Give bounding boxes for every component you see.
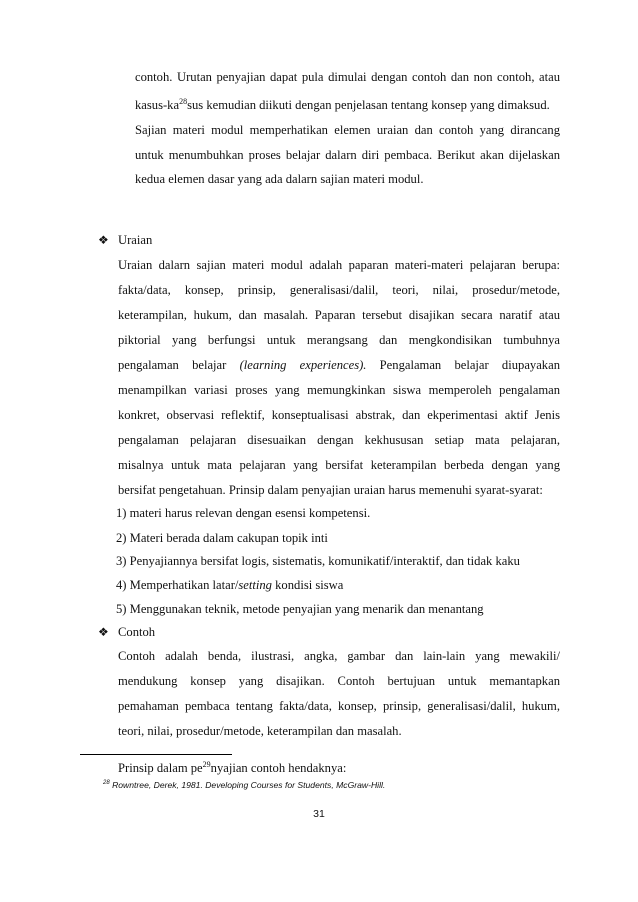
contoh-prinsip-text-a: Prinsip dalam pe (118, 761, 203, 775)
uraian-list-item-2: 2) Materi berada dalam cakupan topik inti (116, 531, 328, 545)
footnote-mark: 28 (103, 780, 110, 787)
uraian-heading: Uraian (118, 233, 153, 247)
uraian-list-item-4-italic: setting (238, 578, 272, 592)
contoh-line-3: pemahaman pembaca tentang fakta/data, konsep, prinsip, generalisasi/dalil, hukum, (118, 699, 560, 713)
para1-line-2 (135, 97, 560, 113)
uraian-line-8: pengalaman pelajaran disesuaikan dengan kekhususan setiap mata pelajaran, (118, 433, 560, 447)
uraian-line-2: fakta/data, konsep, prinsip, generalisasi/dalil, teori, nilai, prosedur/metode, (118, 283, 560, 297)
uraian-line-5-text-a: pengalaman belajar (118, 358, 227, 372)
footnote (103, 780, 385, 790)
diamond-bullet-icon: ❖ (98, 233, 109, 247)
footnote-ref-28: 28 (179, 96, 188, 106)
diamond-bullet-icon: ❖ (98, 625, 109, 639)
para1-line-3: Sajian materi modul memperhatikan elemen uraian dan contoh yang dirancang (135, 123, 560, 137)
uraian-line-6: menampilkan variasi proses yang memungkinkan siswa memperoleh pengalaman (118, 383, 560, 397)
page-number: 31 (313, 808, 325, 820)
uraian-list-item-1: 1) materi harus relevan dengan esensi kompetensi. (116, 506, 371, 520)
uraian-list-item-4-text-b: kondisi siswa (271, 578, 344, 592)
para1-line-5: kedua elemen dasar yang ada dalarn sajian materi modul. (135, 172, 424, 186)
footnote-text: Rowntree, Derek, 1981. Developing Courses for Students, McGraw-Hill. (109, 780, 386, 790)
uraian-line-7: konkret, observasi reflektif, konseptualisasi abstrak, dan ekperimentasi aktif Jenis (118, 408, 560, 422)
para1-line-2-text-a: kasus-ka (135, 98, 180, 112)
uraian-line-9: misalnya untuk mata pelajaran yang bersifat keterampilan berbeda dengan yang (118, 458, 560, 472)
footnote-divider (80, 754, 232, 755)
uraian-line-5-italic: (learning experiences). (239, 358, 367, 372)
para1-line-4: untuk menumbuhkan proses belajar dalarn diri pembaca. Berikut akan dijelaskan (135, 148, 560, 162)
contoh-line-2: mendukung konsep yang disajikan. Contoh bertujuan untuk memantapkan (118, 674, 560, 688)
uraian-line-4: piktorial yang berfungsi untuk merangsang dan mengkondisikan tumbuhnya (118, 333, 560, 347)
uraian-list-item-5: 5) Menggunakan teknik, metode penyajian yang menarik dan menantang (116, 602, 484, 616)
para1-line-1: contoh. Urutan penyajian dapat pula dimulai dengan contoh dan non contoh, atau (135, 70, 560, 84)
para1-line-2-text-b: sus kemudian diikuti dengan penjelasan tentang konsep yang dimaksud. (187, 98, 550, 112)
uraian-line-5 (118, 357, 560, 373)
uraian-list-item-3: 3) Penyajiannya bersifat logis, sistematis, komunikatif/interaktif, dan tidak kaku (116, 554, 520, 568)
contoh-prinsip-text-b: nyajian contoh hendaknya: (210, 761, 347, 775)
contoh-heading: Contoh (118, 625, 156, 639)
uraian-line-5-text-b: Pengalaman belajar diupayakan (379, 358, 560, 372)
contoh-prinsip-line (118, 760, 346, 776)
contoh-line-1: Contoh adalah benda, ilustrasi, angka, gambar dan lain-lain yang mewakili/ (118, 649, 560, 663)
uraian-list-item-4 (116, 577, 343, 593)
uraian-line-10: bersifat pengetahuan. Prinsip dalam penyajian uraian harus memenuhi syarat-syarat: (118, 483, 543, 497)
uraian-line-1: Uraian dalarn sajian materi modul adalah paparan materi-materi pelajaran berupa: (118, 258, 560, 272)
contoh-line-4: teori, nilai, prosedur/metode, keterampilan dan masalah. (118, 724, 402, 738)
footnote-ref-29: 29 (202, 759, 211, 769)
uraian-line-3: keterampilan, hukum, dan masalah. Paparan tersebut disajikan secara naratif atau (118, 308, 560, 322)
uraian-list-item-4-text-a: 4) Memperhatikan latar/ (116, 578, 239, 592)
